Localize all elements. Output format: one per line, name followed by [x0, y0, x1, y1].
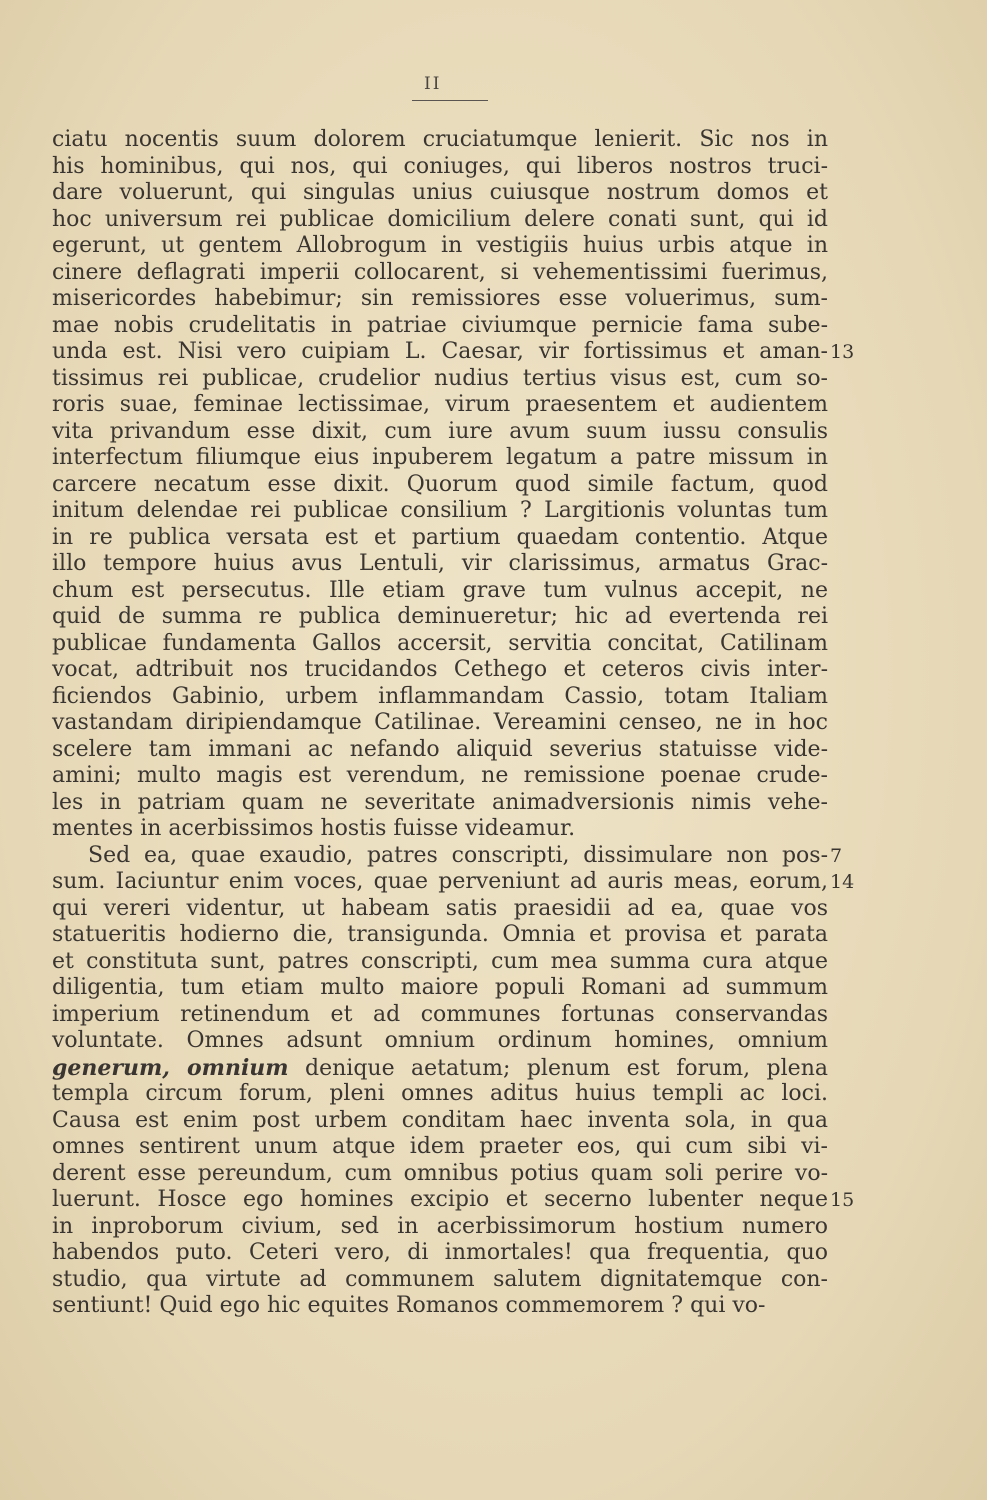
line-text: ficiendos Gabinio, urbem inflammandam Cassio, totam Italiam — [52, 683, 828, 709]
text-line — [52, 790, 828, 817]
text-line — [52, 1002, 828, 1029]
line-text: imperium retinendum et ad communes fortunas conservandas — [52, 1001, 828, 1027]
line-text: carcere necatum esse dixit. Quorum quod simile factum, quod — [52, 471, 828, 497]
margin-section-number: 13 — [830, 341, 855, 363]
text-line — [52, 737, 828, 764]
text-line — [52, 286, 828, 313]
text-line — [52, 657, 828, 684]
line-text: les in patriam quam ne severitate animadversionis nimis vehe- — [52, 789, 828, 815]
margin-section-number: 7 — [830, 844, 843, 867]
line-text: derent esse pereundum, cum omnibus potius quam soli perire vo- — [52, 1160, 828, 1186]
text-line — [52, 1134, 828, 1161]
text-line — [52, 710, 828, 737]
text-line — [52, 816, 828, 843]
page-number: II — [424, 74, 442, 94]
line-text: Sed ea, quae exaudio, patres conscripti, dissimulare non pos- — [88, 842, 828, 868]
line-text: hoc universum rei publicae domicilium delere conati sunt, qui id — [52, 206, 828, 232]
line-text: sum. Iaciuntur enim voces, quae perveniunt ad auris meas, eorum, — [52, 869, 828, 894]
line-text: cinere deflagrati imperii collocarent, si vehementissimi fuerimus, — [52, 259, 828, 285]
line-text: vocat, adtribuit nos trucidandos Cethego et ceteros civis inter- — [52, 657, 828, 682]
text-line — [52, 763, 828, 790]
text-line — [52, 1214, 828, 1241]
text-line — [52, 1055, 828, 1082]
line-text: qui vereri videntur, ut habeam satis praesidii ad ea, quae vos — [52, 895, 828, 921]
text-line — [52, 842, 843, 870]
text-line — [52, 1108, 828, 1135]
line-text: egerunt, ut gentem Allobrogum in vestigiis huius urbis atque in — [52, 233, 828, 258]
text-line — [52, 207, 828, 234]
text-line — [52, 949, 828, 976]
italic-phrase: generum, omnium — [52, 1054, 289, 1081]
line-text: quid de summa re publica deminueretur; hic ad evertenda rei — [52, 604, 828, 629]
text-line — [52, 896, 828, 923]
text-line — [52, 684, 828, 711]
text-line — [52, 631, 828, 658]
text-line — [52, 392, 828, 419]
text-line — [52, 578, 828, 605]
line-text: denique aetatum; plenum est forum, plena — [288, 1055, 828, 1081]
line-text: sentiunt! Quid ego hic equites Romanos commemorem ? qui vo- — [52, 1293, 766, 1318]
line-text: interfectum filiumque eius inpuberem legatum a patre missum in — [52, 445, 828, 470]
line-text: voluntate. Omnes adsunt omnium ordinum homines, omnium — [52, 1028, 828, 1053]
line-text: chum est persecutus. Ille etiam grave tum vulnus accepit, ne — [52, 577, 828, 603]
line-text: diligentia, tum etiam multo maiore populi Romani ad summum — [52, 975, 828, 1000]
line-text: et constituta sunt, patres conscripti, cum mea summa cura atque — [52, 948, 828, 974]
text-line — [52, 922, 828, 949]
line-text: in re publica versata est et partium quaedam contentio. Atque — [52, 524, 828, 550]
line-text: illo tempore huius avus Lentuli, vir clarissimus, armatus Grac- — [52, 551, 828, 576]
text-line — [52, 1293, 828, 1320]
line-text: luerunt. Hosce ego homines excipio et secerno lubenter neque — [52, 1187, 828, 1212]
line-text: initum delendae rei publicae consilium ? Largitionis voluntas tum — [52, 498, 828, 523]
text-line — [52, 233, 828, 260]
line-text: Causa est enim post urbem conditam haec inventa sola, in qua — [52, 1107, 828, 1133]
text-line — [52, 1028, 828, 1055]
text-line — [52, 869, 855, 896]
text-line — [52, 154, 828, 181]
body-text — [52, 127, 855, 1320]
line-text: in inproborum civium, sed in acerbissimorum hostium numero — [52, 1213, 828, 1239]
text-line — [52, 313, 828, 340]
text-line — [52, 498, 828, 525]
text-line — [52, 1187, 855, 1214]
margin-section-number: 14 — [830, 871, 855, 893]
line-text: omnes sentirent unum atque idem praeter eos, qui cum sibi vi- — [52, 1134, 828, 1159]
text-line — [52, 366, 828, 393]
line-text: studio, qua virtute ad communem salutem dignitatemque con- — [52, 1266, 828, 1292]
line-text: dare voluerunt, qui singulas unius cuiusque nostrum domos et — [52, 180, 828, 205]
margin-section-number: 15 — [830, 1189, 855, 1211]
page-number-rule — [412, 100, 488, 101]
text-line — [52, 445, 828, 472]
text-line — [52, 339, 855, 366]
line-text: mentes in acerbissimos hostis fuisse videamur. — [52, 816, 576, 841]
line-text: ciatu nocentis suum dolorem cruciatumque lenierit. Sic nos in — [52, 127, 828, 152]
line-text: his hominibus, qui nos, qui coniuges, qui liberos nostros truci- — [52, 153, 828, 179]
line-text: unda est. Nisi vero cuipiam L. Caesar, vir fortissimus et aman- — [52, 339, 828, 364]
text-line — [52, 180, 828, 207]
line-text: mae nobis crudelitatis in patriae civiumque pernicie fama sube- — [52, 312, 828, 338]
text-line — [52, 975, 828, 1002]
line-text: amini; multo magis est verendum, ne remissione poenae crude- — [52, 763, 828, 788]
text-line — [52, 419, 828, 446]
text-line — [52, 472, 828, 499]
line-text: publicae fundamenta Gallos accersit, servitia concitat, Catilinam — [52, 630, 828, 656]
text-line — [52, 1267, 828, 1294]
line-text: misericordes habebimur; sin remissiores esse voluerimus, sum- — [52, 286, 828, 311]
text-line — [52, 260, 828, 287]
text-line — [52, 1161, 828, 1188]
text-line — [52, 604, 828, 631]
line-text: vastandam diripiendamque Catilinae. Vereamini censeo, ne in hoc — [52, 710, 828, 735]
text-line — [52, 551, 828, 578]
line-text: habendos puto. Ceteri vero, di inmortales! qua frequentia, quo — [52, 1240, 828, 1265]
text-line — [52, 525, 828, 552]
line-text: tissimus rei publicae, crudelior nudius tertius visus est, cum so- — [52, 365, 828, 391]
line-text: roris suae, feminae lectissimae, virum praesentem et audientem — [52, 392, 828, 417]
text-line — [52, 127, 828, 154]
line-text: statueritis hodierno die, transigunda. Omnia et provisa et parata — [52, 922, 828, 947]
line-text: scelere tam immani ac nefando aliquid severius statuisse vide- — [52, 736, 828, 762]
text-line — [52, 1081, 828, 1108]
line-text: vita privandum esse dixit, cum iure avum suum iussu consulis — [52, 418, 828, 444]
line-text: templa circum forum, pleni omnes aditus huius templi ac loci. — [52, 1081, 828, 1106]
text-line — [52, 1240, 828, 1267]
